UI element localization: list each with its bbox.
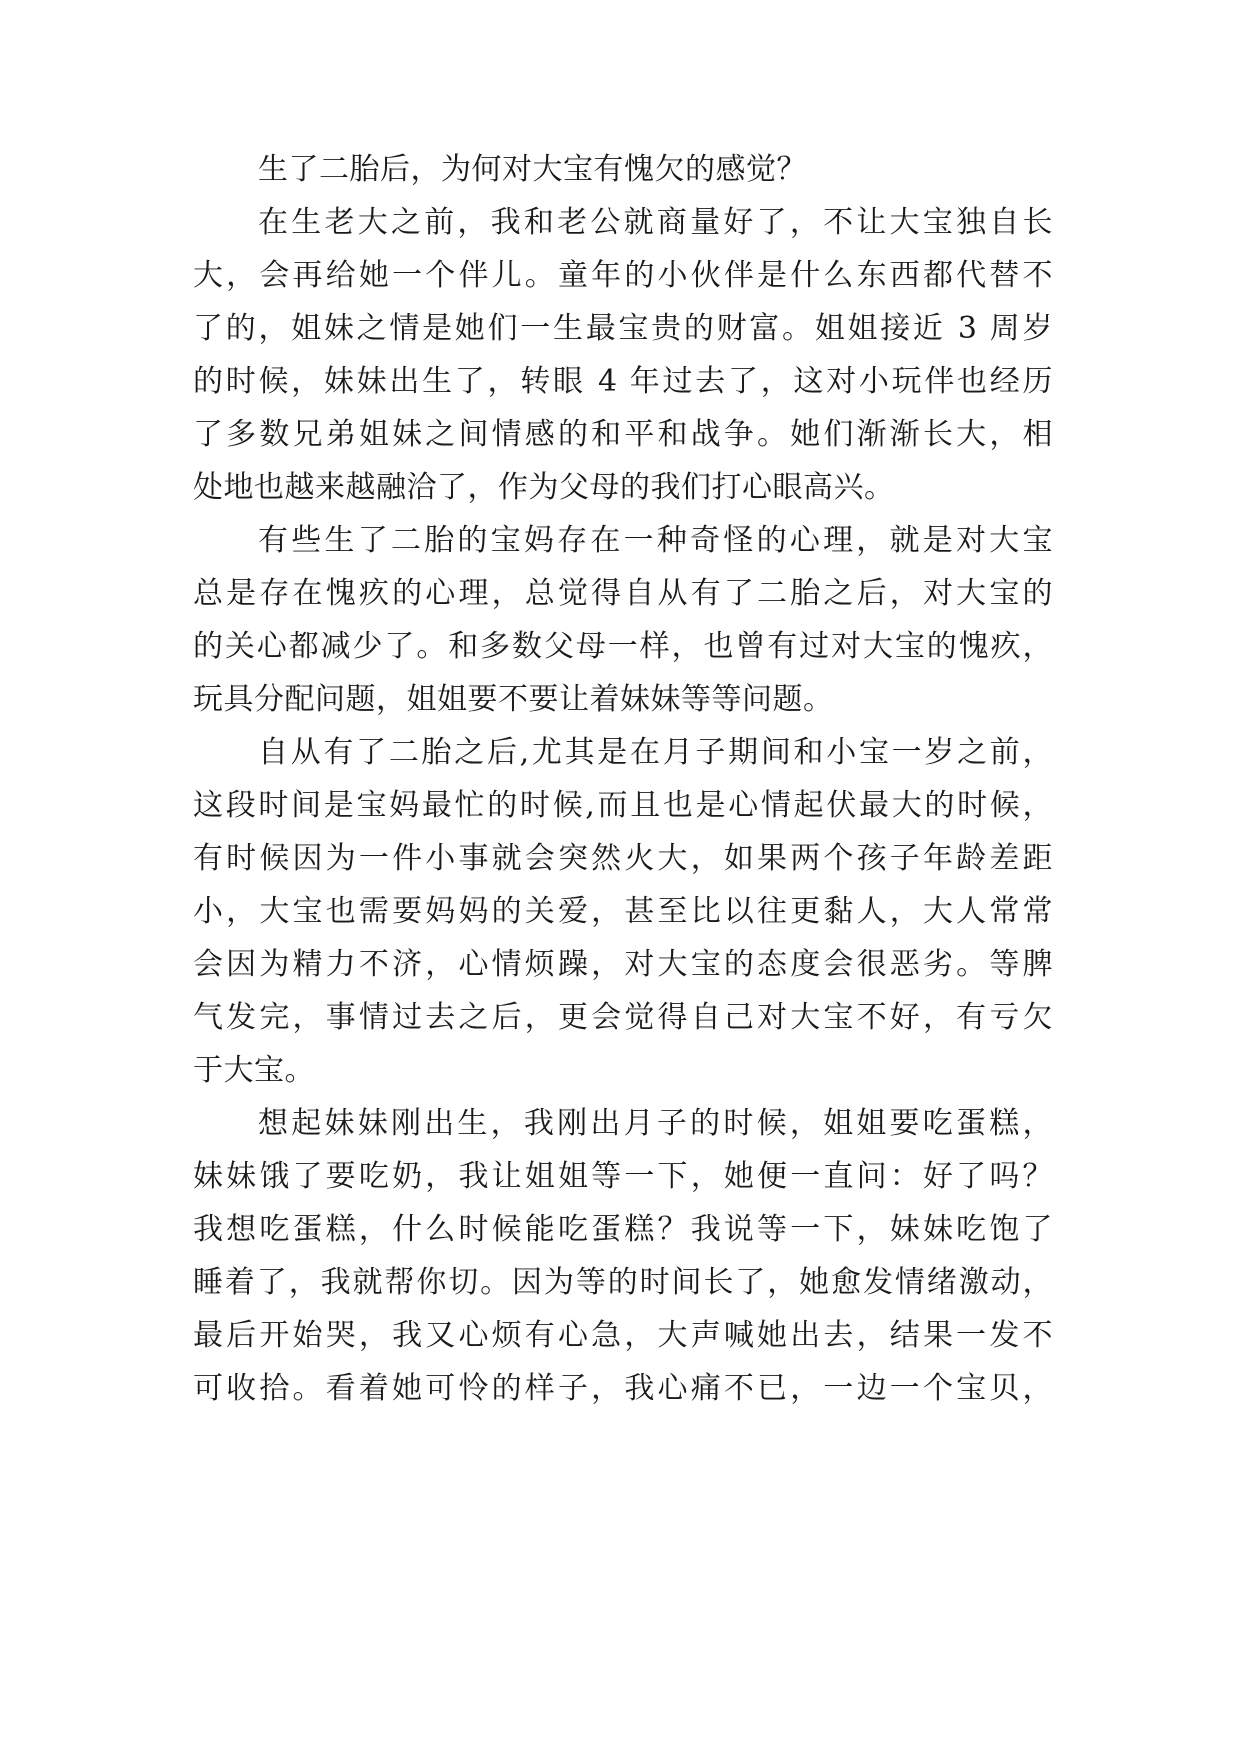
paragraph-2-line-4: 玩具分配问题，姐姐要不要让着妹妹等等问题。 xyxy=(193,682,834,717)
paragraph-1-line-6: 处地也越来越融洽了，作为父母的我们打心眼高兴。 xyxy=(193,470,895,505)
paragraph-3-line-4: 小，大宝也需要妈妈的关爱，甚至比以往更黏人，大人常常 xyxy=(193,894,1053,929)
paragraph-3-line-6: 气发完，事情过去之后，更会觉得自己对大宝不好，有亏欠 xyxy=(193,1000,1053,1035)
paragraph-4-line-4: 睡着了，我就帮你切。因为等的时间长了，她愈发情绪激动， xyxy=(193,1265,1053,1300)
paragraph-1-line-5: 了多数兄弟姐妹之间情感的和平和战争。她们渐渐长大，相 xyxy=(193,417,1053,452)
paragraph-4-line-6: 可收拾。看着她可怜的样子，我心痛不已，一边一个宝贝， xyxy=(193,1371,1053,1406)
paragraph-1-line-1: 在生老大之前，我和老公就商量好了，不让大宝独自长 xyxy=(258,205,1053,240)
document-title: 生了二胎后，为何对大宝有愧欠的感觉？ xyxy=(258,152,807,187)
paragraph-1-line-2: 大，会再给她一个伴儿。童年的小伙伴是什么东西都代替不 xyxy=(193,258,1053,293)
paragraph-1-line-3: 了的，姐妹之情是她们一生最宝贵的财富。姐姐接近 3 周岁 xyxy=(193,311,1053,346)
paragraph-4-line-3: 我想吃蛋糕，什么时候能吃蛋糕？我说等一下，妹妹吃饱了 xyxy=(193,1212,1053,1247)
paragraph-3-line-5: 会因为精力不济，心情烦躁，对大宝的态度会很恶劣。等脾 xyxy=(193,947,1053,982)
paragraph-2-line-2: 总是存在愧疚的心理，总觉得自从有了二胎之后，对大宝的 xyxy=(193,576,1053,611)
paragraph-4-line-1: 想起妹妹刚出生，我刚出月子的时候，姐姐要吃蛋糕， xyxy=(258,1106,1053,1141)
paragraph-2-line-3: 的关心都减少了。和多数父母一样，也曾有过对大宝的愧疚， xyxy=(193,629,1053,664)
paragraph-4-line-2: 妹妹饿了要吃奶，我让姐姐等一下，她便一直问：好了吗？ xyxy=(193,1159,1053,1194)
paragraph-2-line-1: 有些生了二胎的宝妈存在一种奇怪的心理，就是对大宝 xyxy=(258,523,1053,558)
paragraph-1-line-4: 的时候，妹妹出生了，转眼 4 年过去了，这对小玩伴也经历 xyxy=(193,364,1053,399)
paragraph-4-line-5: 最后开始哭，我又心烦有心急，大声喊她出去，结果一发不 xyxy=(193,1318,1053,1353)
paragraph-3-line-2: 这段时间是宝妈最忙的时候,而且也是心情起伏最大的时候， xyxy=(193,788,1053,823)
paragraph-3-line-3: 有时候因为一件小事就会突然火大，如果两个孩子年龄差距 xyxy=(193,841,1053,876)
paragraph-3-line-1: 自从有了二胎之后,尤其是在月子期间和小宝一岁之前， xyxy=(258,735,1053,770)
paragraph-3-line-7: 于大宝。 xyxy=(193,1053,315,1088)
